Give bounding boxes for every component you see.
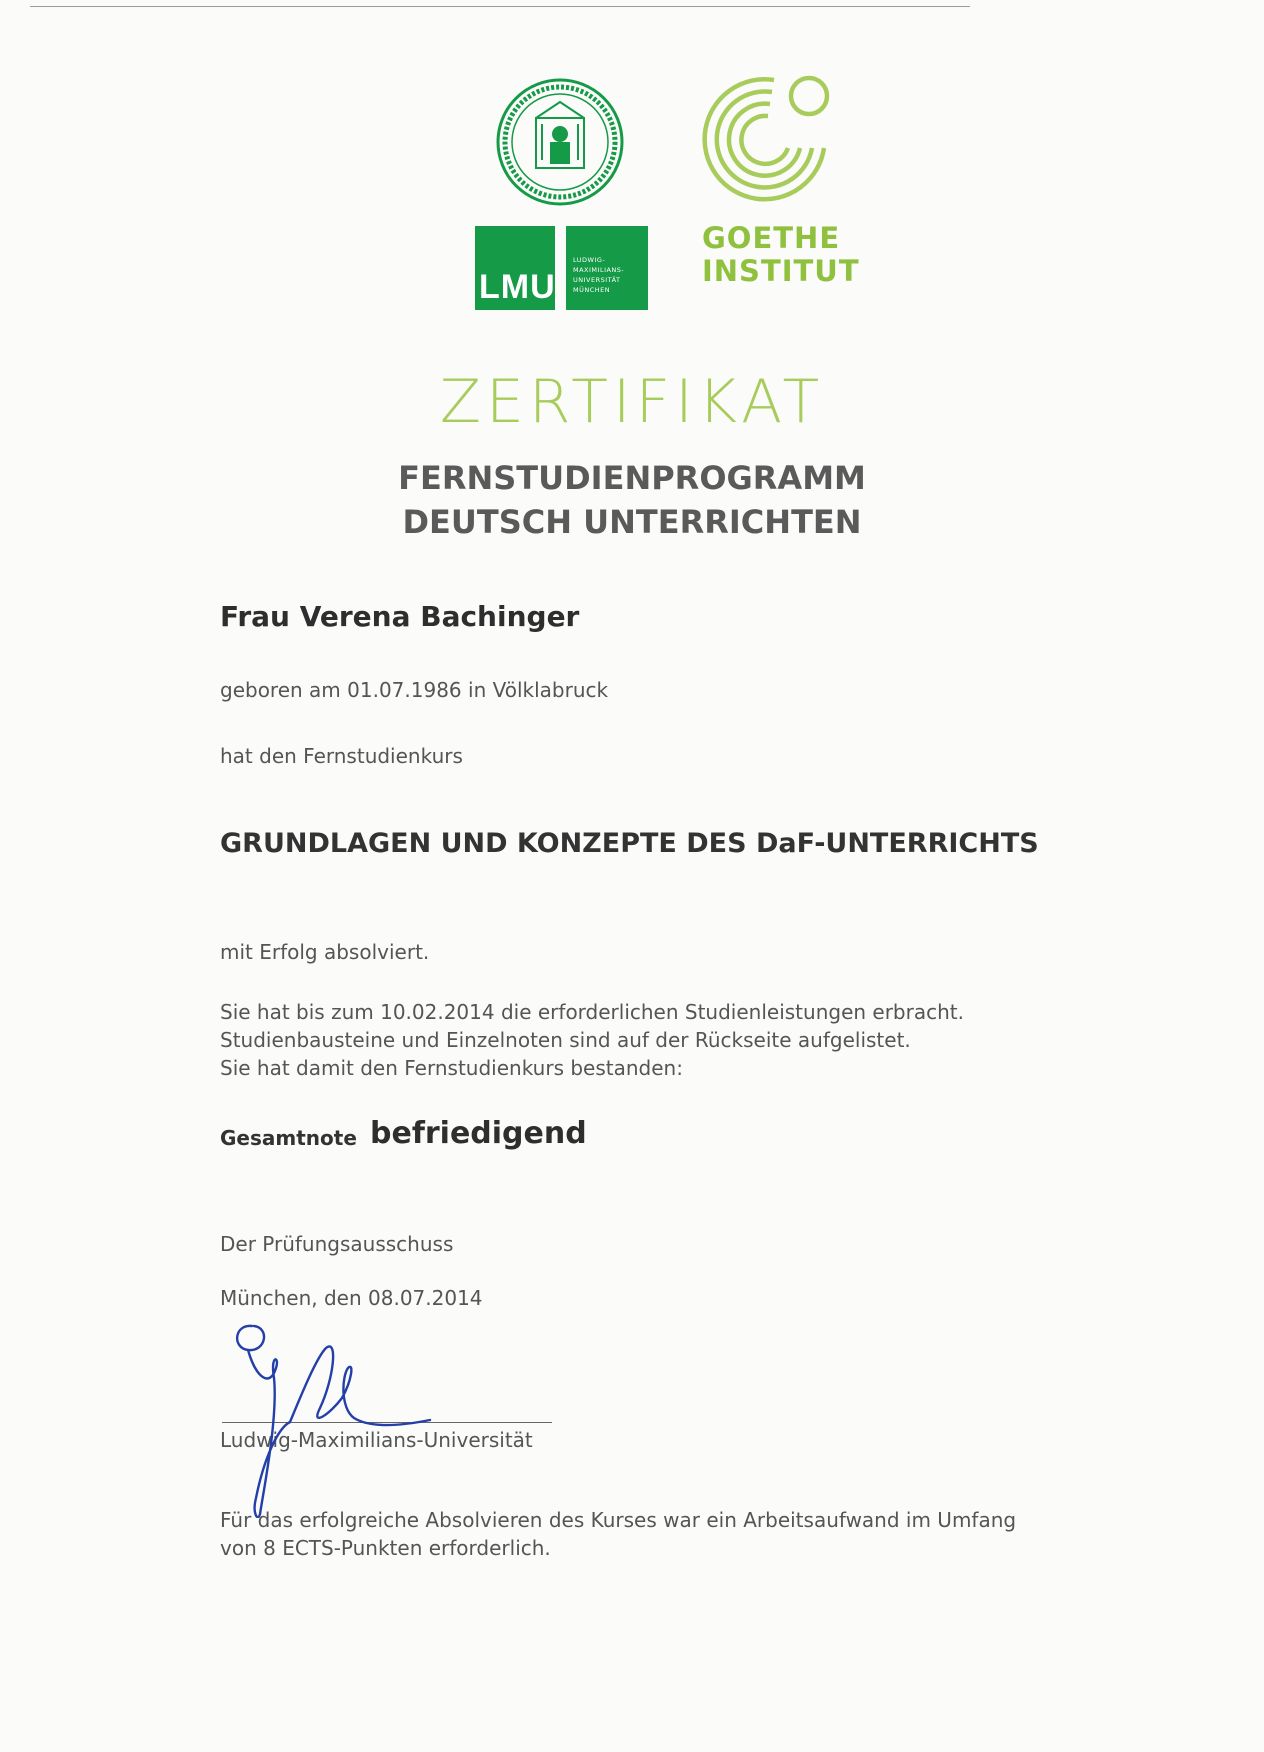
lmu-fullname-box bbox=[566, 226, 648, 310]
grade-value: befriedigend bbox=[370, 1116, 587, 1151]
lmu-seal-icon bbox=[496, 78, 624, 206]
result-line: Sie hat bis zum 10.02.2014 die erforderlichen Studienleistungen erbracht. bbox=[220, 1000, 964, 1024]
program-title-line: FERNSTUDIENPROGRAMM bbox=[398, 459, 866, 497]
lmu-fullname-line: LUDWIG- bbox=[573, 256, 606, 264]
footnote-line: Für das erfolgreiche Absolvieren des Kurses war ein Arbeitsaufwand im Umfang bbox=[220, 1508, 1017, 1532]
lmu-logo-box bbox=[475, 226, 555, 310]
result-paragraph bbox=[220, 998, 964, 1082]
program-title bbox=[0, 456, 1264, 544]
place-date-line: München, den 08.07.2014 bbox=[220, 1286, 483, 1310]
certificate-title: ZERTIFIKAT bbox=[439, 367, 825, 437]
grade-label: Gesamtnote bbox=[220, 1126, 357, 1150]
result-line: Studienbausteine und Einzelnoten sind auf der Rückseite aufgelistet. bbox=[220, 1028, 911, 1052]
recipient-name: Frau Verena Bachinger bbox=[220, 600, 580, 633]
lmu-fullname-line: UNIVERSITÄT bbox=[573, 276, 621, 284]
goethe-name-line: INSTITUT bbox=[702, 254, 860, 288]
lmu-fullname-line: MAXIMILIANS- bbox=[573, 266, 625, 274]
footnote-line: von 8 ECTS-Punkten erforderlich. bbox=[220, 1536, 551, 1560]
completion-line: mit Erfolg absolviert. bbox=[220, 940, 430, 964]
program-title-line: DEUTSCH UNTERRICHTEN bbox=[402, 503, 862, 541]
lmu-letters: LMU bbox=[479, 268, 556, 306]
goethe-name-line: GOETHE bbox=[702, 221, 841, 255]
footnote-paragraph bbox=[220, 1506, 1016, 1562]
lmu-fullname bbox=[573, 255, 624, 295]
committee-line: Der Prüfungsausschuss bbox=[220, 1232, 454, 1256]
university-line: Ludwig-Maximilians-Universität bbox=[220, 1428, 533, 1452]
page-top-line bbox=[30, 6, 970, 7]
goethe-name bbox=[702, 222, 860, 288]
result-line: Sie hat damit den Fernstudienkurs bestanden: bbox=[220, 1056, 683, 1080]
birth-line: geboren am 01.07.1986 in Völklabruck bbox=[220, 678, 609, 702]
handwritten-signature bbox=[230, 1318, 500, 1518]
lmu-fullname-line: MÜNCHEN bbox=[573, 286, 611, 294]
course-intro: hat den Fernstudienkurs bbox=[220, 744, 463, 768]
goethe-logo-icon bbox=[698, 70, 832, 204]
course-title: GRUNDLAGEN UND KONZEPTE DES DaF-UNTERRICHTS bbox=[220, 828, 1039, 859]
